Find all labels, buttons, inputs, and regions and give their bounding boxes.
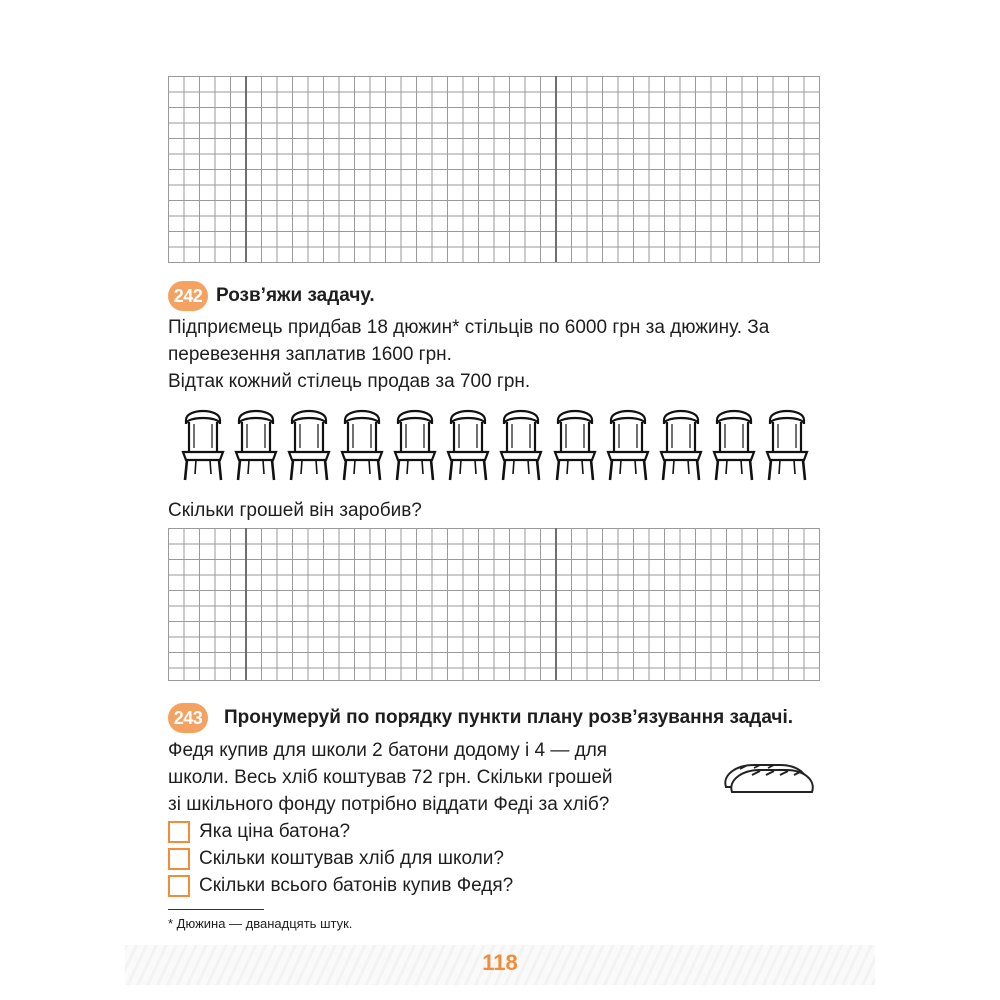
checklist-item — [168, 845, 513, 872]
page-number: 118 — [482, 950, 518, 975]
bread-loaves-icon — [718, 753, 820, 795]
answer-grid-top[interactable] — [168, 76, 820, 263]
chair-icon — [764, 404, 810, 482]
checklist-item — [168, 872, 513, 899]
task-text-line: перевезення заплатив 1600 грн. — [168, 344, 452, 365]
checkbox[interactable] — [168, 821, 190, 843]
task-number-badge: 242 — [168, 281, 208, 311]
answer-grid-bottom[interactable] — [168, 528, 820, 681]
checklist-item-label: Скільки всього батонів купив Федя? — [199, 874, 514, 896]
chair-icon — [180, 404, 226, 482]
task-text-line: Відтак кожний стілець продав за 700 грн. — [168, 371, 531, 392]
chair-icon — [286, 404, 332, 482]
checklist-item-label: Яка ціна батона? — [199, 820, 351, 842]
chairs-illustration — [180, 404, 810, 482]
chair-icon — [498, 404, 544, 482]
chair-icon — [552, 404, 598, 482]
grid-divider — [245, 528, 247, 680]
task-heading: Розв’яжи задачу. — [216, 285, 375, 306]
task-text-line: Підприємець придбав 18 дюжин* стільців по 6000 грн за дюжину. За — [168, 317, 770, 338]
task-text-line: зі шкільного фонду потрібно віддати Феді за хліб? — [168, 794, 610, 815]
checkbox[interactable] — [168, 875, 190, 897]
grid-divider — [245, 76, 247, 262]
chair-icon — [711, 404, 757, 482]
footnote: * Дюжина — дванадцять штук. — [168, 916, 353, 931]
task-heading: Пронумеруй по порядку пункти плану розв’язування задачі. — [224, 707, 793, 728]
task-242-header — [168, 281, 375, 311]
checkbox[interactable] — [168, 848, 190, 870]
task-text-line: школи. Весь хліб коштував 72 грн. Скільки грошей — [168, 767, 613, 788]
checklist-item-label: Скільки коштував хліб для школи? — [199, 847, 504, 869]
chair-icon — [392, 404, 438, 482]
task-242-text — [168, 314, 769, 395]
task-242-question: Скільки грошей він заробив? — [168, 500, 422, 521]
task-number-badge: 243 — [168, 703, 208, 733]
chair-icon — [605, 404, 651, 482]
chair-icon — [445, 404, 491, 482]
chair-icon — [233, 404, 279, 482]
grid-divider — [555, 528, 557, 680]
task-243-header — [168, 703, 793, 733]
plan-checklist — [168, 818, 513, 899]
footnote-divider — [168, 909, 264, 910]
chair-icon — [658, 404, 704, 482]
grid-divider — [555, 76, 557, 262]
task-text-line: Федя купив для школи 2 батони додому і 4 — для — [168, 740, 608, 761]
chair-icon — [339, 404, 385, 482]
task-243-text — [168, 737, 613, 818]
checklist-item — [168, 818, 513, 845]
